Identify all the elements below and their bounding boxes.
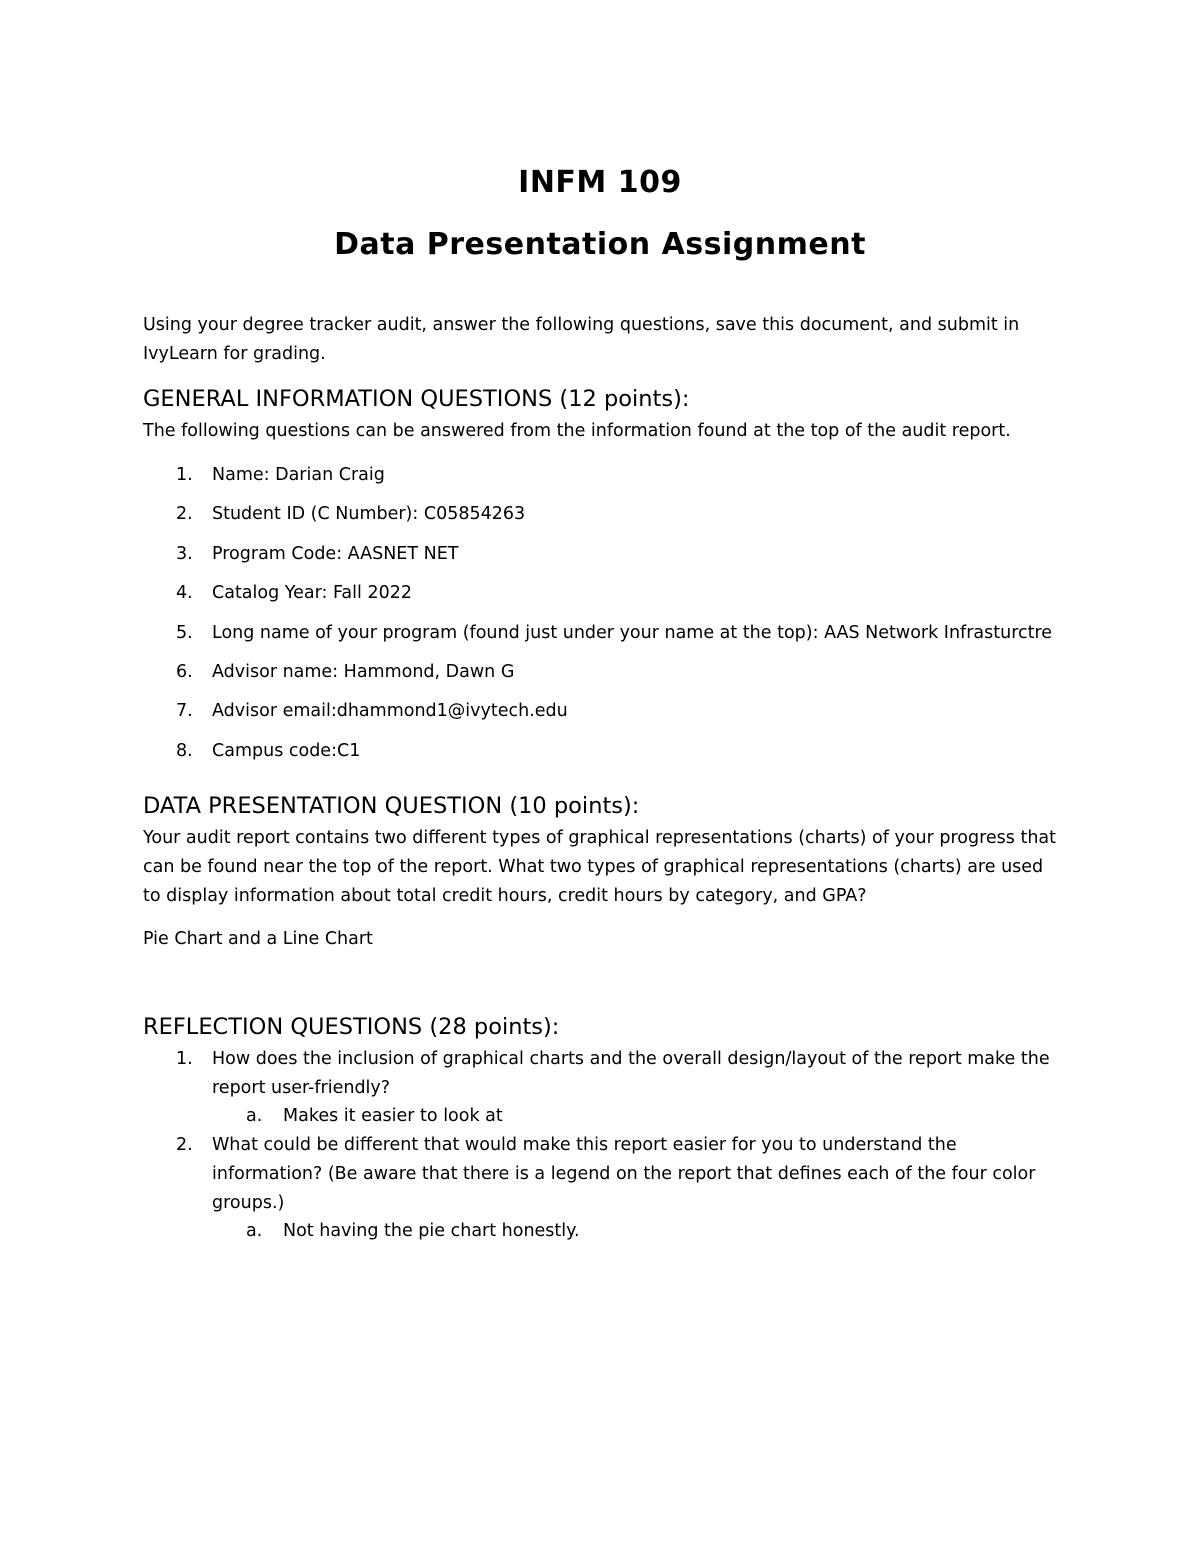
list-text: Student ID (C Number): C05854263 <box>212 504 526 524</box>
list-text: Advisor email:dhammond1@ivytech.edu <box>212 701 568 721</box>
intro-paragraph: Using your degree tracker audit, answer the following questions, save this document, and submit in IvyLearn for grading. <box>143 315 1020 364</box>
general-info-description: The following questions can be answered from the information found at the top of the audit report. <box>143 421 1011 441</box>
list-text: Catalog Year: Fall 2022 <box>212 583 412 603</box>
course-title: INFM 109 <box>518 165 682 200</box>
list-text: Program Code: AASNET NET <box>212 544 459 564</box>
data-presentation-heading: DATA PRESENTATION QUESTION (10 points): <box>143 793 640 819</box>
list-text: Campus code:C1 <box>212 741 361 761</box>
list-text: What could be different that would make this report easier for you to understand the information? (Be aware that there is a legend on the report that defines each of the four color groups.) <box>212 1135 1036 1213</box>
data-presentation-answer: Pie Chart and a Line Chart <box>143 929 373 949</box>
list-number: 2. <box>176 1135 193 1155</box>
list-number: 6. <box>176 662 193 682</box>
list-number: 3. <box>176 544 193 564</box>
list-number: 2. <box>176 504 193 524</box>
list-text: Advisor name: Hammond, Dawn G <box>212 662 515 682</box>
answer-text: Makes it easier to look at <box>283 1106 503 1126</box>
answer-text: Not having the pie chart honestly. <box>283 1221 580 1241</box>
list-text: How does the inclusion of graphical charts and the overall design/layout of the report make the report user-friendly? <box>212 1049 1050 1098</box>
data-presentation-question: Your audit report contains two different types of graphical representations (charts) of your progress that can be found near the top of the report. What two types of graphical representations (charts) are used to display information about total credit hours, credit hours by category, and GPA? <box>143 828 1057 906</box>
list-text: Long name of your program (found just under your name at the top): AAS Network Infrasturctre <box>212 623 1053 643</box>
list-number: 1. <box>176 465 193 485</box>
list-number: 1. <box>176 1049 193 1069</box>
list-number: 5. <box>176 623 193 643</box>
answer-letter: a. <box>246 1106 263 1126</box>
answer-letter: a. <box>246 1221 263 1241</box>
list-text: Name: Darian Craig <box>212 465 385 485</box>
assignment-title: Data Presentation Assignment <box>334 227 866 262</box>
reflection-heading: REFLECTION QUESTIONS (28 points): <box>143 1014 560 1040</box>
list-number: 4. <box>176 583 193 603</box>
list-number: 7. <box>176 701 193 721</box>
list-number: 8. <box>176 741 193 761</box>
general-info-heading: GENERAL INFORMATION QUESTIONS (12 points): <box>143 386 690 412</box>
